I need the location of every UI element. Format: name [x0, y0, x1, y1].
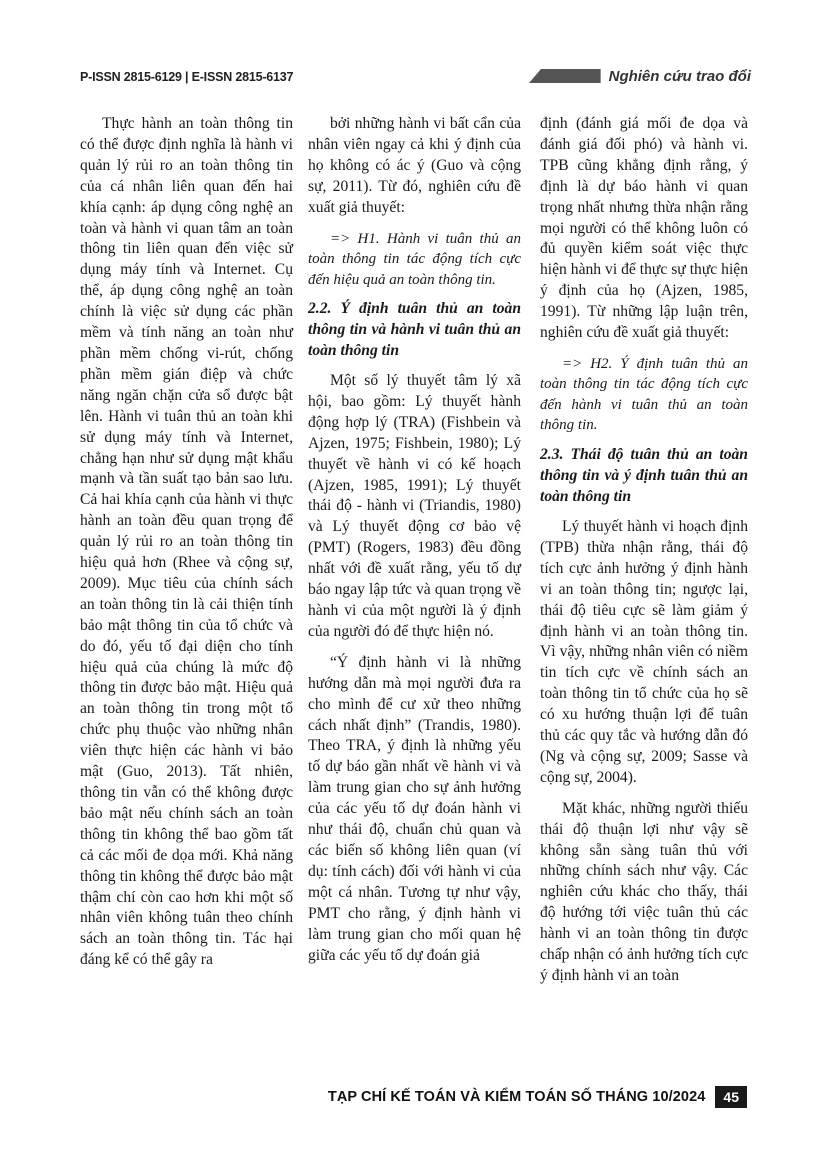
page-number: 45: [715, 1086, 747, 1108]
section-heading-2-3: 2.3. Thái độ tuân thủ an toàn thông tin và ý định tuân thủ an toàn thông tin: [540, 445, 748, 505]
column-1: [80, 114, 293, 971]
paragraph: định (đánh giá mối đe dọa và đánh giá đối phó) và hành vi. TPB cũng khẳng định rằng, ý định là dự báo hành vi quan trọng nhất nhưng thừa nhận rằng mọi người có thể không luôn có đủ quyền kiểm soát việc thực hiện hành vi để thực sự thực hiện ý định của họ (Ajzen, 1985, 1991). Từ những lập luận trên, nghiên cứu đề xuất giả thuyết:: [540, 115, 748, 342]
paragraph: “Ý định hành vi là những hướng dẫn mà mọi người đưa ra cho mình để cư xử theo những cách nhất định” (Trandis, 1980). Theo TRA, ý định là những yếu tố dự báo gần nhất về hành vi và làm trung gian cho sự ảnh hưởng của các yếu tố dự đoán hành vi như thái độ, chuẩn chủ quan và các biến số không liên quan (ví dụ: tính cách) đối với hành vi của một cá nhân. Tương tự như vậy, PMT cho rằng, ý định hành vi làm trung gian cho mối quan hệ giữa các yếu tố dự đoán giả: [308, 653, 521, 964]
hypothesis-h1: => H1. Hành vi tuân thủ an toàn thông tin tác động tích cực đến hiệu quả an toàn thông tin.: [308, 230, 521, 288]
paragraph: Thực hành an toàn thông tin có thể được định nghĩa là hành vi quản lý rủi ro an toàn thông tin của cá nhân liên quan đến hai khía cạnh: áp dụng công nghệ an toàn và hành vi quan tâm an toàn thông tin liên quan đến việc sử dụng máy tính và Internet. Cụ thể, áp dụng công nghệ an toàn chính là việc sử dụng các phần mềm và tính năng an toàn như phần mềm chống vi-rút, chống phần mềm gián điệp và chức năng ngăn chặn cửa sổ được bật lên. Hành vi tuân thủ an toàn khi sử dụng máy tính và Internet, chẳng hạn như sử dụng mật khẩu mạnh và tần suất tạo bản sao lưu. Cả hai khía cạnh của hành vi thực hành an toàn đều quan trọng để quản lý rủi ro an toàn thông tin hiệu quả hơn (Rhee và cộng sự, 2009). Mục tiêu của chính sách an toàn thông tin là cải thiện tính bảo mật thông tin của tổ chức và do đó, yếu tố đại diện cho tính hiệu quả của chúng là mức độ thông tin được bảo mật. Hiệu quả an toàn thông tin trong một tổ chức phụ thuộc vào những nhân viên thực hiện các hành vi bảo mật (Guo, 2013). Tất nhiên, thông tin vẫn có thể không được bảo mật nếu chính sách an toàn thông tin không thể bao gồm tất cả các mối đe dọa mới. Khả năng thông tin không thể được bảo mật thậm chí còn cao hơn khi một số nhân viên không tuân theo chính sách an toàn thông tin. Tác hại đáng kể có thể gây ra: [80, 115, 293, 969]
section-tag: [529, 64, 819, 88]
section-label: Nghiên cứu trao đổi: [608, 67, 751, 85]
section-heading-2-2: 2.2. Ý định tuân thủ an toàn thông tin và hành vi tuân thủ an toàn thông tin: [308, 300, 521, 360]
paragraph: Lý thuyết hành vi hoạch định (TPB) thừa nhận rằng, thái độ tích cực ảnh hưởng ý định hành vi an toàn thông tin; ngược lại, thái độ tiêu cực sẽ làm giảm ý định hành vi an toàn thông tin. Vì vậy, những nhân viên có niềm tin tích cực về chính sách an toàn thông tin tổ chức của họ sẽ có xu hướng thuận lợi để tuân thủ các quy tắc và hướng dẫn đó (Ng và cộng sự, 2009; Sasse và cộng sự, 2004).: [540, 517, 748, 786]
issn-line: P-ISSN 2815-6129 | E-ISSN 2815-6137: [80, 70, 294, 84]
paragraph: bởi những hành vi bất cẩn của nhân viên ngay cả khi ý định của họ không có ác ý (Guo và cộng sự, 2011). Từ đó, nghiên cứu đề xuất giả thuyết:: [308, 115, 521, 216]
page-footer: [328, 1086, 747, 1108]
section-bar: [529, 69, 601, 83]
paragraph: Mặt khác, những người thiếu thái độ thuận lợi như vậy sẽ không sẵn sàng tuân thủ với những chính sách như vậy. Các nghiên cứu khác cho thấy, thái độ hướng tới việc tuân thủ các hành vi an toàn thông tin được chấp nhận có ảnh hưởng tích cực ý định hành vi an toàn: [540, 799, 748, 984]
hypothesis-h2: => H2. Ý định tuân thủ an toàn thông tin tác động tích cực đến hành vi tuân thủ an toàn thông tin.: [540, 355, 748, 434]
paragraph: Một số lý thuyết tâm lý xã hội, bao gồm: Lý thuyết hành động hợp lý (TRA) (Fishbein và Ajzen, 1975; Fishbein, 1980); Lý thuyết về hành vi có kế hoạch (Ajzen, 1985, 1991); Lý thuyết thái độ - hành vi (Triandis, 1980) và Lý thuyết động cơ bảo vệ (PMT) (Rogers, 1983) đều đồng nhất với đề xuất rằng, yếu tố dự báo ngay lập tức và quan trọng về hành vi của một người là ý định của người đó để thực hiện nó.: [308, 372, 521, 640]
column-3: [540, 114, 748, 987]
column-2: [308, 114, 521, 966]
journal-title: TẠP CHÍ KẾ TOÁN VÀ KIỂM TOÁN SỐ THÁNG 10/2024: [327, 1089, 706, 1105]
